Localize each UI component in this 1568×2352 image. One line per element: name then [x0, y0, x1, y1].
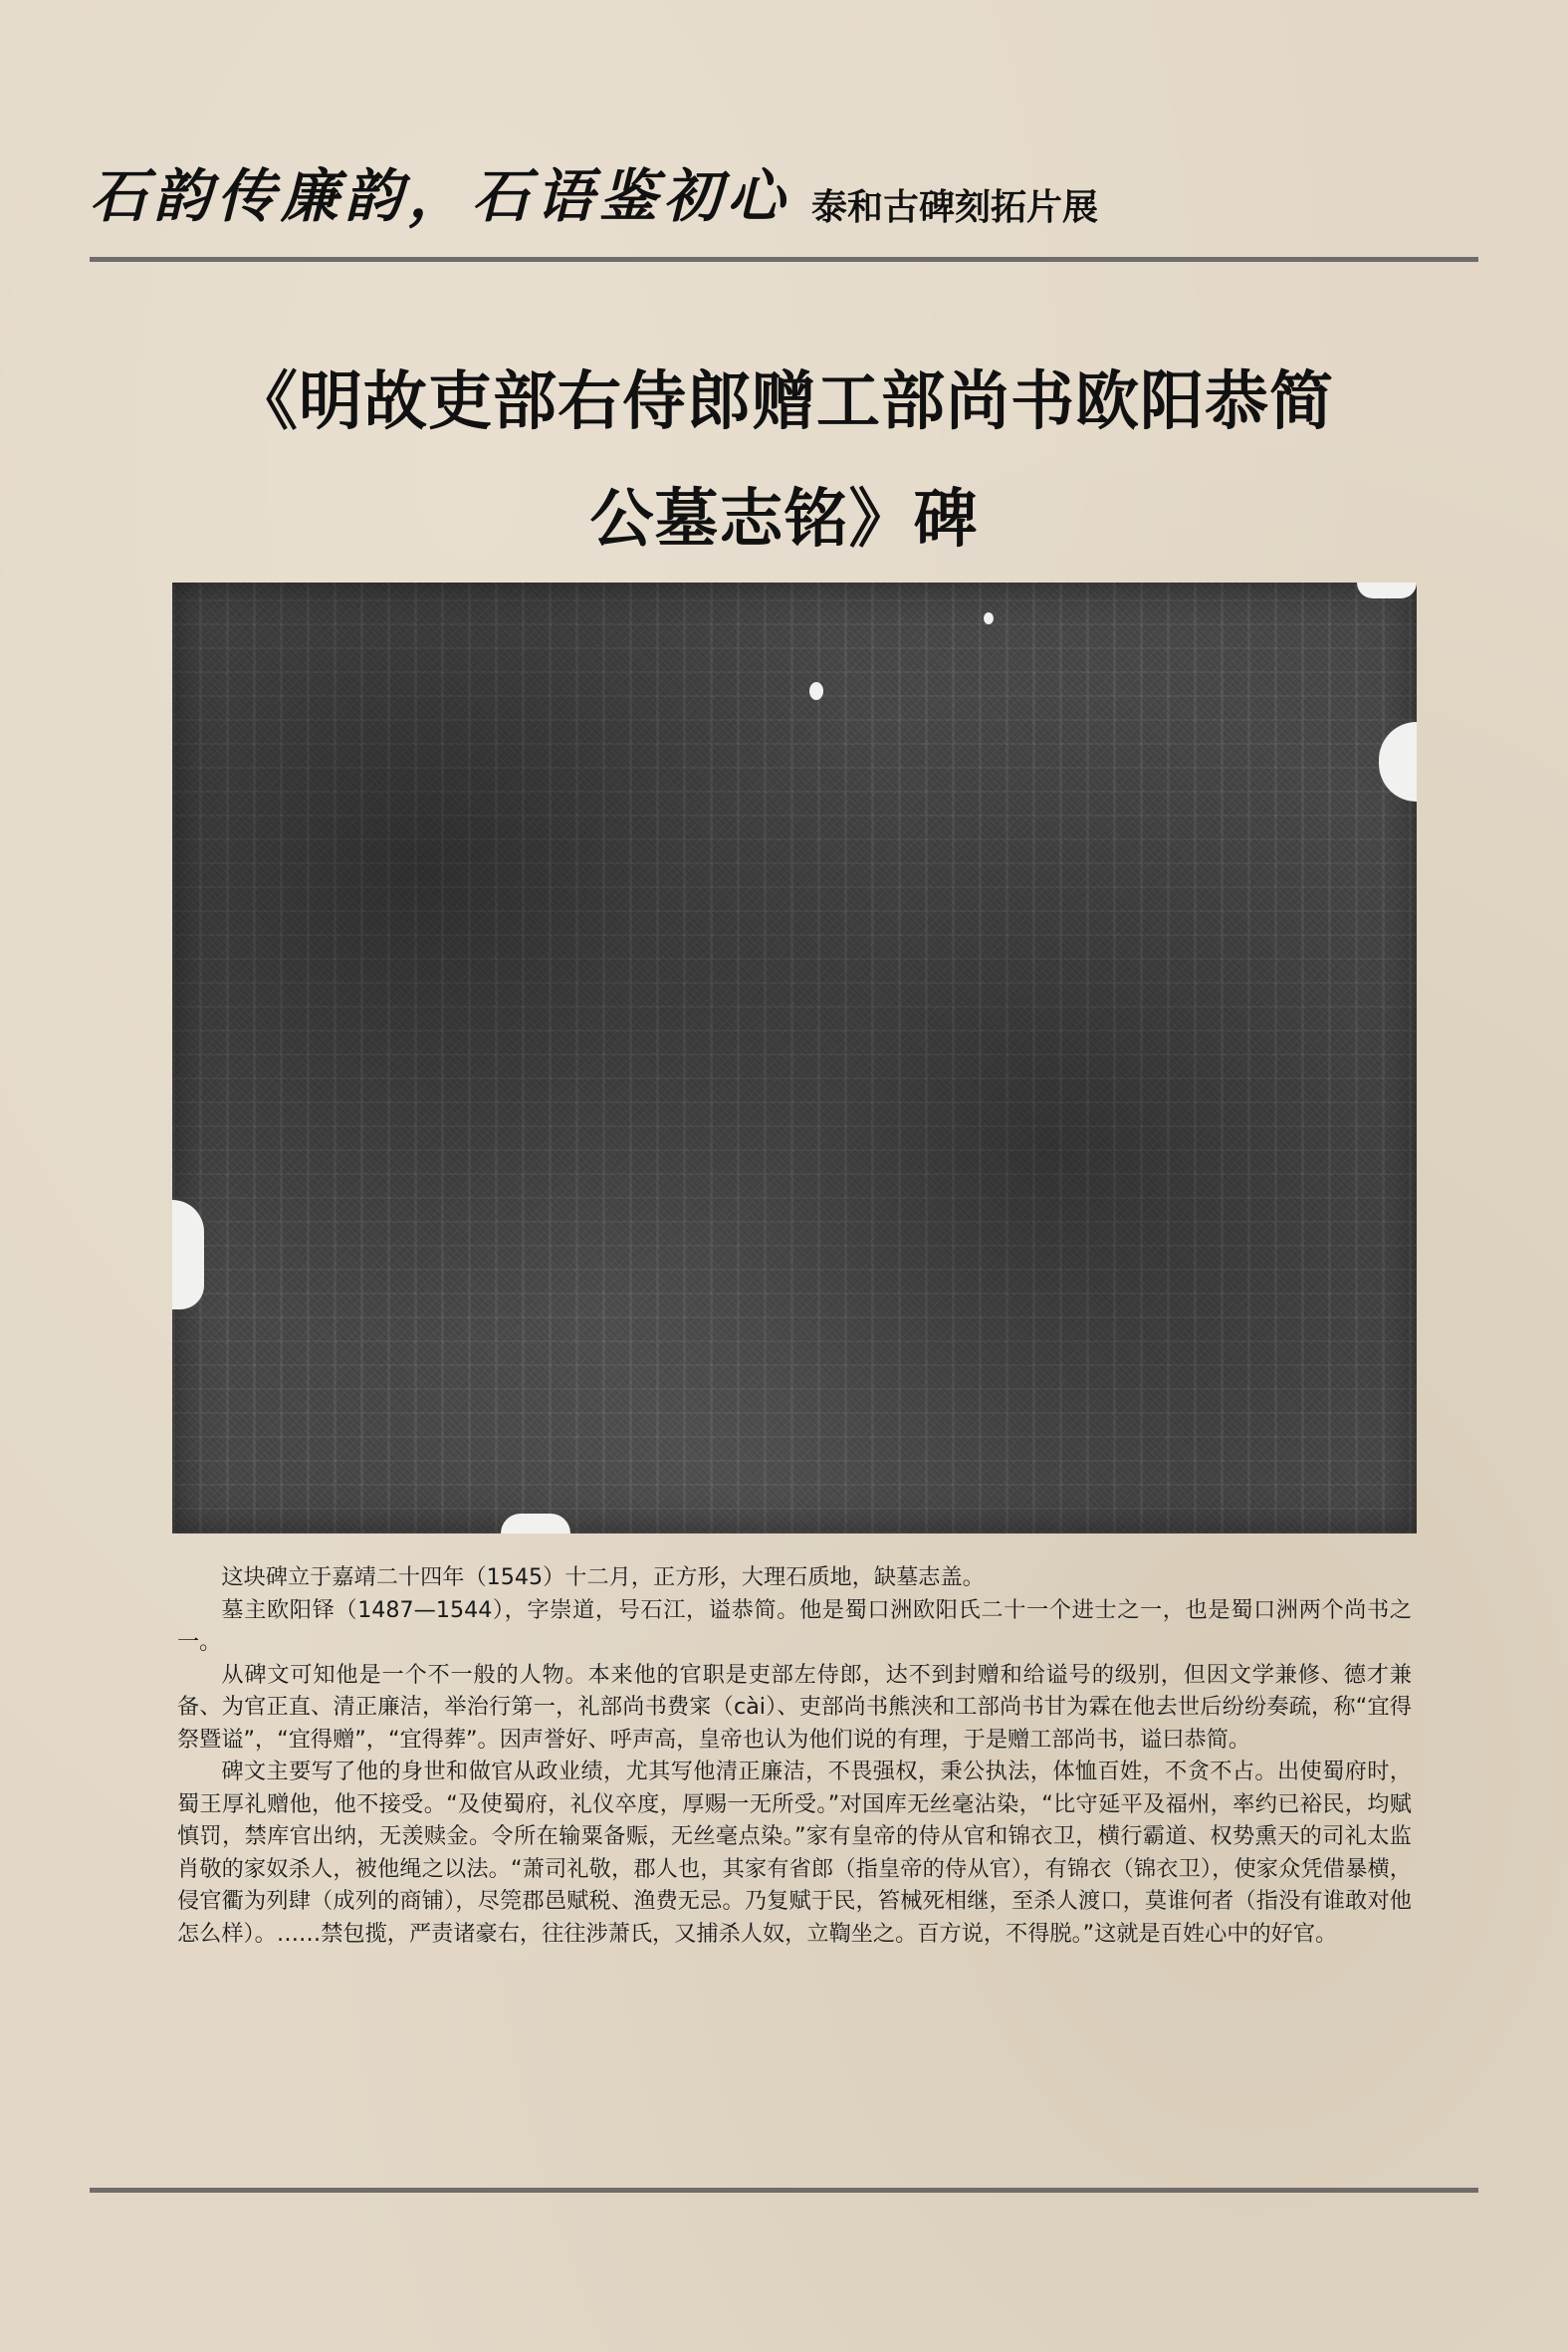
paragraph-2: 墓主欧阳铎（1487—1544），字崇道，号石江，谥恭简。他是蜀口洲欧阳氏二十一个进士之一，也是蜀口洲两个尚书之一。: [177, 1596, 1412, 1655]
title-line-1: 《明故吏部右侍郎赠工部尚书欧阳恭简: [234, 365, 1334, 439]
poster-header: [90, 149, 1483, 239]
rubbing-damage-spot: [1357, 583, 1417, 598]
description-text: [177, 1561, 1412, 1950]
page-title: [90, 344, 1478, 579]
title-line-2: 公墓志铭》碑: [589, 483, 979, 557]
rubbing-damage-spot: [501, 1514, 570, 1533]
rubbing-damage-spot: [984, 612, 994, 624]
paragraph-1: 这块碑立于嘉靖二十四年（1545）十二月，正方形，大理石质地，缺墓志盖。: [221, 1564, 985, 1590]
rubbing-damage-spot: [1379, 722, 1417, 802]
rubbing-damage-spot: [172, 1200, 204, 1309]
paragraph-4: 碑文主要写了他的身世和做官从政业绩，尤其写他清正廉洁，不畏强权，秉公执法，体恤百姓，不贪不占。出使蜀府时，蜀王厚礼赠他，他不接受。“及使蜀府，礼仪卒度，厚赐一无所受。”对国库无丝毫沾染，“比守延平及福州，率约已裕民，均赋慎罚，禁库官出纳，无羡赎金。令所在输粟备赈，无丝毫点染。”家有皇帝的侍从官和锦衣卫，横行霸道、权势熏天的司礼太监肖敬的家奴杀人，被他绳之以法。“萧司礼敬，郡人也，其家有省郎（指皇帝的侍从官），有锦衣（锦衣卫），使家众凭借暴横，侵官衢为列肆（成列的商铺），尽筦郡邑赋税、渔费无忌。乃复赋于民，笞械死相继，至杀人渡口，莫谁何者（指没有谁敢对他怎么样）。……禁包揽，严责诸豪右，往往涉萧氏，又捕杀人奴，立鞫坐之。百方说，不得脱。”这就是百姓心中的好官。: [177, 1759, 1412, 1947]
rubbing-damage-spot: [809, 682, 823, 700]
stele-rubbing-image: [172, 583, 1417, 1533]
paragraph-3: 从碑文可知他是一个不一般的人物。本来他的官职是吏部左侍郎，达不到封赠和给谥号的级别，但因文学兼修、德才兼备、为官正直、清正廉洁，举治行第一，礼部尚书费寀（cài）、吏部尚书熊浃和工部尚书甘为霖在他去世后纷纷奏疏，称“宜得祭暨谥”，“宜得赠”，“宜得葬”。因声誉好、呼声高，皇帝也认为他们说的有理，于是赠工部尚书，谥曰恭简。: [177, 1661, 1412, 1753]
exhibition-motto: 石韵传廉韵，石语鉴初心: [90, 162, 791, 230]
exhibition-name: 泰和古碑刻拓片展: [811, 187, 1099, 228]
header-divider: [90, 257, 1478, 262]
footer-divider: [90, 2188, 1478, 2193]
